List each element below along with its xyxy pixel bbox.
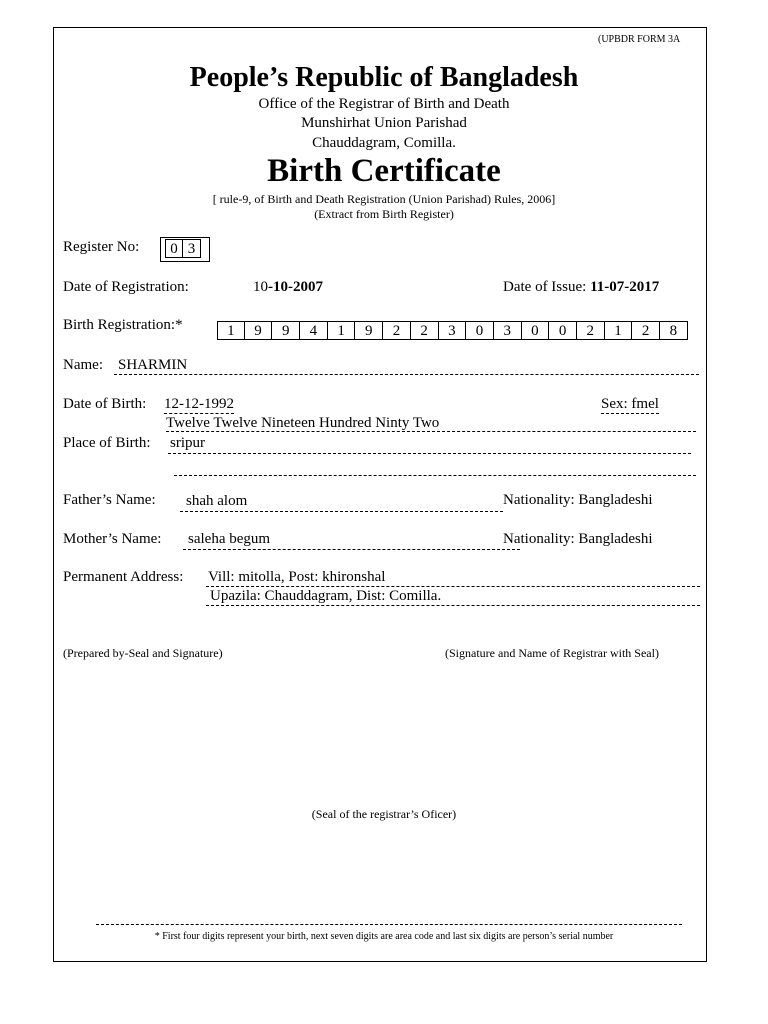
birth-registration-label: Birth Registration:* [63,317,183,333]
name-underline [114,374,699,375]
office-name: Office of the Registrar of Birth and Death [258,96,510,112]
union-name: Munshirhat Union Parishad [301,115,467,131]
country-title: People’s Republic of Bangladesh [189,62,579,93]
footnote: * First four digits represent your birth, next seven digits are area code and last six digits are person’s serial number [154,931,614,942]
registration-date-rest: -10-2007 [268,279,323,295]
birth-reg-digit: 0 [466,321,494,340]
address-line2-underline [206,605,700,606]
certificate-title: Birth Certificate [267,153,501,189]
name-value: SHARMIN [118,357,188,373]
birth-reg-digit: 9 [355,321,383,340]
register-label: Register No: [63,239,140,255]
registration-date-day: 10 [253,279,268,295]
address-label: Permanent Address: [63,569,184,585]
address-line1-underline [206,586,700,587]
prepared-by-signature: (Prepared by-Seal and Signature) [63,646,223,660]
register-digit: 3 [183,239,201,258]
register-digits [165,239,201,258]
mother-label: Mother’s Name: [63,531,162,547]
issue-date-value: 11-07-2017 [590,279,660,295]
address-line2: Upazila: Chauddagram, Dist: Comilla. [210,588,442,604]
registrar-signature: (Signature and Name of Registrar with Seal) [445,646,659,660]
dob-label: Date of Birth: [63,396,147,412]
birth-reg-digit: 8 [660,321,688,340]
rule-reference: [ rule-9, of Birth and Death Registration (Union Parishad) Rules, 2006] [212,192,556,206]
footnote-divider [96,924,682,925]
issue-date [503,279,659,296]
birth-reg-digit: 0 [549,321,577,340]
birth-reg-digit: 3 [494,321,522,340]
register-digit: 0 [165,239,183,258]
form-code: (UPBDR FORM 3A [598,34,681,45]
issue-date-label: Date of Issue: [503,279,587,295]
address-line1: Vill: mitolla, Post: khironshal [208,569,386,585]
father-label: Father’s Name: [63,492,156,508]
registration-date-value [253,279,323,296]
dob-words: Twelve Twelve Nineteen Hundred Ninty Two [166,415,440,431]
birth-reg-digit: 0 [522,321,550,340]
birth-reg-digit: 4 [300,321,328,340]
birth-reg-digit: 2 [383,321,411,340]
mother-nationality: Nationality: Bangladeshi [503,531,653,547]
mother-value: saleha begum [188,531,271,547]
pob-label: Place of Birth: [63,435,151,451]
birth-reg-digit: 1 [217,321,245,340]
birth-reg-digit: 2 [577,321,605,340]
sex-value: Sex: fmel [601,396,659,412]
birth-reg-digit: 1 [605,321,633,340]
father-underline [180,511,503,512]
birth-reg-digit: 2 [411,321,439,340]
registrar-seal: (Seal of the registrar’s Oficer) [311,807,457,821]
dob-words-underline [166,431,696,432]
birth-reg-digit: 1 [328,321,356,340]
birth-registration-digits [217,321,688,340]
pob-extra-line [174,475,696,476]
registration-date-label: Date of Registration: [63,279,189,295]
father-value: shah alom [186,493,248,509]
birth-reg-digit: 3 [439,321,467,340]
dob-value: 12-12-1992 [164,396,234,412]
birth-reg-digit: 9 [272,321,300,340]
mother-underline [183,549,520,550]
extract-note: (Extract from Birth Register) [314,207,454,221]
father-nationality: Nationality: Bangladeshi [503,492,653,508]
pob-underline [168,453,691,454]
name-label: Name: [63,357,103,373]
birth-reg-digit: 2 [632,321,660,340]
pob-value: sripur [170,435,205,451]
birth-reg-digit: 9 [245,321,273,340]
location-name: Chauddagram, Comilla. [312,135,456,151]
